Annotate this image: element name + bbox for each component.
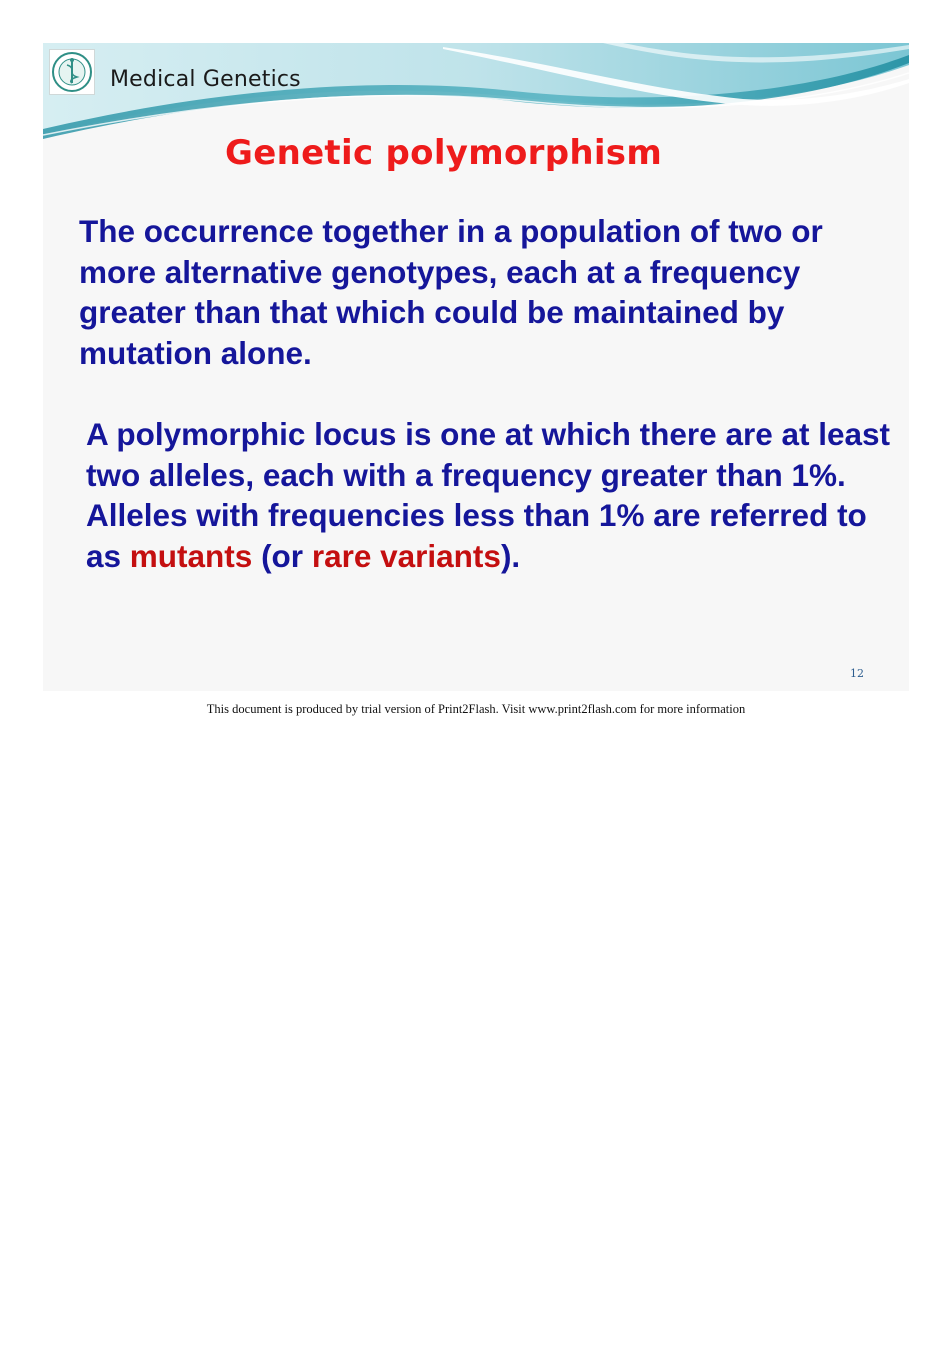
slide	[43, 43, 909, 691]
header-wave-decoration	[43, 43, 909, 143]
term-mutants: mutants	[129, 537, 253, 574]
trial-version-notice: This document is produced by trial version of Print2Flash. Visit www.print2flash.com for more information	[206, 702, 746, 716]
term-rare-variants: rare variants	[311, 537, 501, 574]
locus-text: A polymorphic locus is one at which there are at least two alleles, each with a frequency greater than 1%. Alleles with frequencies less than 1% are referred to as	[86, 416, 891, 574]
university-seal-icon	[49, 49, 95, 95]
polymorphism-definition: The occurrence together in a population of two or more alternative genotypes, each at a frequency greater than that which could be maintained by mutation alone.	[79, 213, 823, 371]
slide-title: Genetic polymorphism	[225, 133, 663, 173]
locus-text-middle: (or	[252, 537, 312, 574]
page-number: 12	[850, 667, 864, 680]
polymorphic-locus-definition	[86, 414, 891, 576]
course-title: Medical Genetics	[110, 67, 301, 92]
locus-text-end: ).	[500, 537, 521, 574]
